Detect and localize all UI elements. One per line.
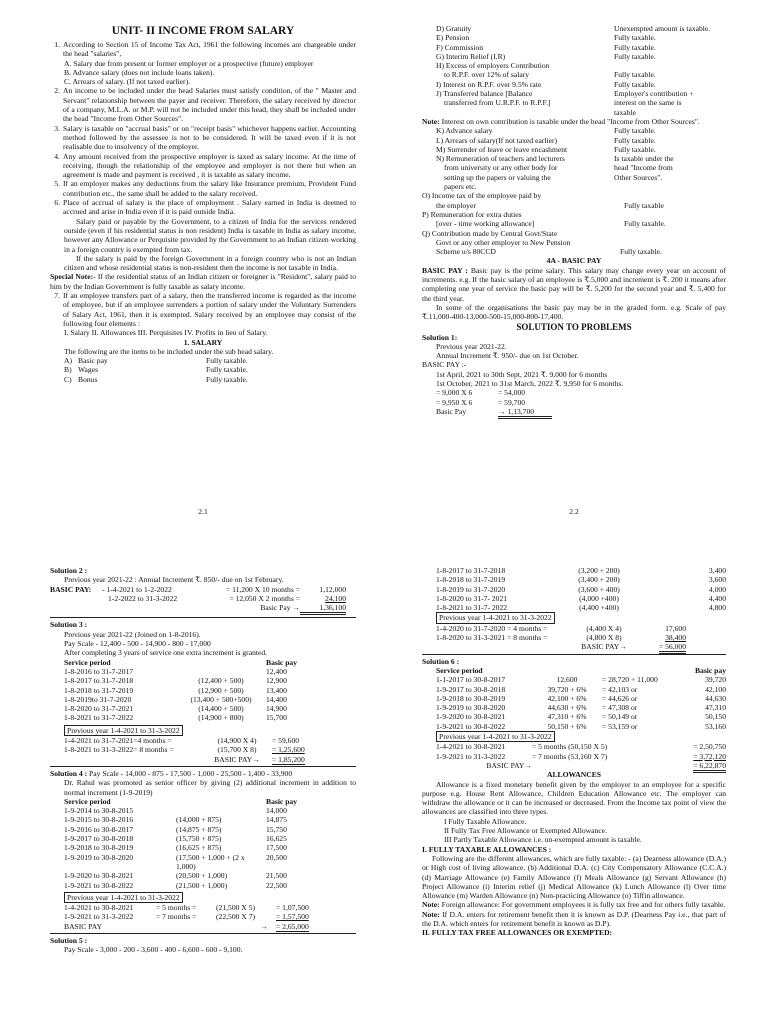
- table-cell: 12,600: [556, 675, 578, 685]
- item-value: Fully taxable.: [614, 42, 656, 52]
- item-label: Wages: [78, 365, 99, 375]
- item-key: K): [436, 126, 445, 136]
- item-key: G): [436, 51, 445, 61]
- list-item: O) Income tax of the employee paid by: [422, 191, 542, 201]
- list-item: P) Remuneration for extra duties: [422, 209, 522, 219]
- solution-line: Pay Scale - 3,000 - 200 - 3,600 - 400 - 6,600 - 600 - 9,100.: [64, 945, 243, 955]
- special-note: Special Note:- If the residential status of an Indian citizen or foreigner is "Resident", salary paid to him by the Indian Government is fully taxable as salary income.: [50, 272, 356, 291]
- table-cell: 42,100 + 6%: [547, 693, 587, 703]
- table-cell: 1-8-2021 to 31-7- 2022: [436, 603, 508, 613]
- table-cell: (13,400 + 500+500): [190, 694, 252, 704]
- unit-title: UNIT- II INCOME FROM SALARY: [111, 25, 295, 37]
- item-label-wrap: [422, 145, 614, 154]
- page-2-3: [50, 566, 356, 1024]
- item-label: Surrender of leave or leave encashment: [447, 144, 568, 154]
- table-cell: 1-9-2018 to 30-8-2019: [436, 693, 506, 703]
- paragraph: The following are the items to be included under the sub head salary.: [64, 346, 274, 356]
- list-item: III Partly Taxable Allowance i.e. un-exempted amount is taxable.: [444, 835, 642, 845]
- service-table: Service period Basic pay 1-1-2017 to 30-8-2017 12,600 = 28,720 + 11,000 39,720 1-9-2017 to 30-8-2018 39,720 + 6% = 42,103 or 42,100 1-9-2018 to 30-8-2019 42,100 + 6% = 44,626 or 44,630 1-9-2019 to 30-8-2020 44,630 + 6% = 47,308 or 47,310 1-9-2020 to 30-8-2021 47,310 + 6% = 50,149 or 50,150 1-9-2021 to 30-8-2022 50,150 + 6% = 53,159 or 53,160: [436, 665, 726, 731]
- calc-table: = 9,000 X 6 = 54,000 = 9,950 X 6 = 59,700 Basic Pay → 1,13,700: [422, 388, 726, 419]
- item-label: Commission: [444, 42, 484, 52]
- salary-items-list: [422, 126, 726, 154]
- table-cell: 1-8-2019to 31-7-2020: [64, 694, 132, 704]
- solution-label: Solution 5 :: [50, 935, 88, 945]
- item-label-wrap: [422, 24, 614, 33]
- solution-line: Previous year 2021-22.: [436, 341, 507, 351]
- solution-line: Pay Scale - 12,400 - 500 - 14,900 - 800 - 17,000: [64, 639, 211, 649]
- table-cell: [176, 667, 266, 676]
- list-subitem: B. Advance salary (does not include loans taken).: [64, 67, 215, 77]
- solution-label: Solution 2 :: [50, 566, 88, 575]
- table-cell: 39,720 + 6%: [547, 684, 587, 694]
- list-item: Q) Contribution made by Central Govt/State: [422, 228, 558, 238]
- list-subitem: C. Arrears of salary. (If not taxed earlier).: [64, 77, 191, 87]
- table-cell: 1-9-2019 to 30-8-2020: [436, 703, 506, 713]
- solution-line: Dr. Rahul was promoted as senior officer by giving (2) additional increment in addition to normal increment (1-9-2019): [64, 778, 356, 797]
- solution-line: 1st October, 2021 to 31st March, 2022 ₹. 9,950 for 6 months.: [436, 378, 624, 388]
- item-label-wrap: [422, 126, 614, 135]
- page-2-4: [422, 566, 726, 1024]
- table-cell: 1-9-2020 to 30-8-2021: [436, 712, 506, 722]
- calc-table: 1-4-2021 to 30-8-2021 = 5 months = (21,500 X 5) = 1,07,500 1-9-2021 to 31-3-2022 = 7 months = (22,500 X 7) = 1,57,500 BASIC PAY → = 2,65,000: [50, 903, 356, 931]
- calc-table: 1-4-2021 to 30-8-2021 = 5 months (50,150 X 5) = 2,50,750 1-9-2021 to 31-3-2022 = 7 months (53,160 X 7) = 3,72,120 BASIC PAY→ = 6,22,870: [422, 742, 726, 770]
- paragraph: If the salary is paid by the foreign Government in a foreign country who is not an Indian citizen and whose residential status is non-resident then the income is not taxable in India.: [64, 253, 356, 273]
- paragraph: Salary paid or payable by the Government, to a citizen of India for the services rendered outside (even if his residential status is non resident) India is taxable in India as salary income, however any Allowance or Perquisite provided by the Government to an Indian citizen working in a foreign country is exempted from tax.: [64, 216, 356, 254]
- calc-table: BASIC PAY: - 1-4-2021 to 1-2-2022 = 11,200 X 10 months = 1,12,000 1-2-2022 to 31-3-2022 = 12,050 X 2 months = 24,100 Basic Pay → 1,36,100: [50, 585, 356, 616]
- solution-line: Previous year 2021-22 : Annual Increment ₹. 850/- due on 1st February.: [64, 575, 284, 585]
- table-cell: 1-8-2018 to 31-7-2019: [436, 575, 506, 585]
- table-cell: (3,200 + 200): [578, 566, 620, 575]
- list-item: [50, 375, 356, 384]
- item-label-wrap: [422, 136, 614, 145]
- solution-label: Solution 6 :: [422, 656, 460, 666]
- table-cell: (21,500 + 1,000): [176, 880, 228, 890]
- calc-table: 1-4-2020 to 31-7-2020 = 4 months = (4,400 X 4) 17,600 1-8-2020 to 31-3-2021 = 8 months = (4,800 X 8) 38,400 BASIC PAY→ = 56,000: [422, 624, 726, 652]
- table-cell: 1-9-2017 to 30-8-2018: [436, 684, 506, 694]
- list-item: N) Remuneration of teachers and lecturers Is taxable under the: [436, 154, 674, 164]
- table-cell: 1-8-2017 to 31-7-2018: [436, 566, 506, 575]
- table-cell: 17,500: [266, 843, 287, 853]
- solution-label: Solution 1:: [422, 332, 458, 342]
- table-cell: = 44,626 or: [602, 693, 638, 703]
- table-cell: 4,400: [708, 593, 726, 603]
- table-cell: 1-9-2017 to 30-8-2018: [64, 834, 134, 844]
- page-2-1: [50, 24, 356, 520]
- note: Note: Foreign allowance: For government employees it is fully tax free and for others fully taxable.: [422, 900, 726, 910]
- service-table: Service period Basic pay 1-8-2016 to 31-7-2017 12,400 1-8-2017 to 31-7-2018 (12,400 + 500) 12,900 1-8-2018 to 31-7-2019 (12,900 + 500) 13,400 1-8-2019to 31-7-2020 (13,400 + 500+500) 14,400 1-8-2020 to 31-7-2021 (14,400 + 500) 14,900 1-8-2021 to 31-7-2022 (14,900 + 800) 15,700: [50, 658, 356, 723]
- solution-line: BASIC PAY :-: [422, 360, 467, 370]
- solution-label: Solution 3 :: [50, 620, 88, 630]
- list-item: papers etc.: [444, 182, 477, 192]
- solution-line: 1st April, 2021 to 30th Sept, 2021 ₹. 9,000 for 6 months: [436, 369, 608, 379]
- paragraph: In some of the organisations the basic pay may be in the graded form. e.g. Scale of pay ₹.11,000-400-13,000-500-15,000-800-17,400.: [422, 302, 726, 322]
- list-item: I) Interest on R.P.F. over 9.5% rate Fully taxable.: [436, 79, 656, 89]
- table-cell: 15,750: [266, 824, 287, 834]
- table-cell: (14,900 + 800): [198, 713, 244, 723]
- table-cell: 1-9-2015 to 30-8-2016: [64, 815, 134, 825]
- period-box: Previous year 1-4-2021 to 31-3-2022: [64, 892, 183, 903]
- salary-items-list: [50, 356, 356, 384]
- allowance-types-list: [422, 817, 726, 845]
- table-cell: 1-9-2014 to 30-8-2015: [64, 806, 134, 816]
- list-item: [422, 43, 726, 52]
- item-key: B): [64, 365, 72, 375]
- paragraph: BASIC PAY : Basic pay is the prime salary. This salary may change every year on account of increments. e.g. If the basic salary of an employee is ₹.5,000 and increment is ₹. 200 it means after completing one year of service the basic pay will be ₹. 5,200 for the second year and ₹. 5,400 for the third year.: [422, 265, 726, 303]
- item-key: M): [436, 144, 446, 154]
- paragraph: Following are the different allowances, which are fully taxable: - (a) Dearness allowance (D.A.) or High cost of living allowance. (b) Additional D.A. (c) City Compensatory Allowance (C.C.A.) (d) Marriage Allowance (e) Family Allowance (f) Meals Allowance (g) Servant Allowance (h) Project Allowance (i) Interim relief (j) Medical Allowance (k) Lunch Allowance (l) Over time Allowance (m) Warden Allowance (n) Non-practicing Allowance (o) Tiffin allowance.: [422, 853, 726, 901]
- list-item: setting up the papers or valuing the Other Sources".: [444, 172, 663, 182]
- table-cell: 12,400: [266, 666, 287, 676]
- table-cell: 14,900: [266, 704, 287, 714]
- table-cell: (20,500 + 1,000): [176, 871, 228, 881]
- table-cell: 20,500: [266, 852, 287, 862]
- salary-items-list: [422, 24, 726, 61]
- period-box: Previous year 1-4-2021 to 31-3-2022: [64, 725, 183, 736]
- list-item: H) Excess of employers Contribution: [436, 61, 550, 71]
- list-item: 6. Place of accrual of salary is the place of employment . Salary earned in India is deemed to accrued and arise in India even if it is paid outside India.: [54, 198, 356, 217]
- section-heading: ALLOWANCES: [546, 770, 601, 780]
- table-cell: = 53,159 or: [602, 721, 638, 731]
- item-label-wrap: [422, 33, 614, 42]
- section-heading: II. FULLY TAX FREE ALLOWANCES OR EXEMPTED:: [422, 928, 613, 938]
- list-item: Govt or any other employer to New Pension: [436, 237, 571, 247]
- solution-line: After completing 3 years of service one extra increment is granted.: [64, 648, 268, 658]
- service-table: Service period Basic pay 1-9-2014 to 30-8-2015 14,000 1-9-2015 to 30-8-2016 (14,000 + 875) 14,875 1-9-2016 to 30-8-2017 (14,875 + 875) 15,750 1-9-2017 to 30-8-2018 (15,750 + 875) 16,625 1-9-2018 to 30-8-2019 (16,625 + 875) 17,500 1-9-2019 to 30-8-2020 (17,500 + 1,000 + (2 x 1,000) 20,500 1-9-2020 to 30-8-2021 (20,500 + 1,000) 21,500 1-9-2021 to 30-8-2022 (21,500 + 1,000) 22,500: [50, 797, 356, 890]
- list-item: 4. Any amount received from the prospective employer is taxed as salary income. At the time of receiving, though the relationship of the employee and employer is not there but when an agreement is made and payment is received , it is taxable as salary income.: [54, 151, 356, 180]
- item-value: Unexempted amount is taxable.: [614, 24, 711, 33]
- item-key: C): [64, 374, 72, 384]
- table-cell: 4,000: [708, 584, 726, 594]
- item-label: Gratuity: [445, 24, 472, 33]
- item-label: Advance salary: [445, 126, 493, 136]
- list-item: to R.P.F. over 12% of salary Fully taxable.: [444, 70, 656, 80]
- section-heading: SOLUTION TO PROBLEMS: [516, 321, 632, 332]
- list-item: Scheme u/s 80CCD Fully taxable.: [436, 247, 662, 257]
- item-value: Fully taxable.: [614, 33, 656, 43]
- table-cell: 14,875: [266, 815, 287, 825]
- section-heading: 1. SALARY: [183, 337, 223, 347]
- list-item: I Fully Taxable Allowance.: [444, 816, 527, 826]
- table-cell: (12,900 + 500): [198, 685, 244, 695]
- table-cell: 1-8-2021 to 31-7-2022: [64, 713, 134, 723]
- salary-elements: I. Salary II. Allowances III. Perquisites IV. Profits in lieu of Salary.: [64, 328, 268, 338]
- period-box: Previous year 1-4-2021 to 31-3-2022: [436, 731, 555, 742]
- item-label: Arrears of salary(If not taxed earlier): [444, 135, 558, 145]
- list-item: from university or any other body for head "Income from: [444, 163, 673, 173]
- item-label: Bonus: [78, 374, 98, 384]
- table-cell: = 50,149 or: [602, 712, 638, 722]
- table-cell: 1-1-2017 to 30-8-2017: [436, 675, 506, 685]
- list-item: [422, 52, 726, 61]
- item-key: F): [436, 42, 443, 52]
- list-item: 2. An income to be included under the head Salaries must satisfy condition, of the " Master and Servant" relationship between the payer and receiver. Therefore, the salary received by director of a company, M.L.A. or M.P. will not be included under this head, they shall be included under the head "Income from Other Sources".: [54, 86, 356, 124]
- item-label: Pension: [445, 33, 470, 43]
- service-table: [422, 566, 726, 612]
- list-item: 7. If an employee transfers part of a salary, then the transferred income is regarded as the income of employee, but if an employee surrenders a portion of salary under the Voluntary Surrenders of Salary Act, 1961, then it is exempted. Salary received by an employee may consist of the following four elements :: [54, 291, 356, 328]
- list-item: [422, 145, 726, 154]
- table-cell: 50,150: [705, 712, 726, 722]
- item-label: Basic pay: [78, 356, 108, 366]
- list-item: [50, 356, 356, 365]
- table-cell: 47,310: [705, 703, 726, 713]
- table-cell: 14,000: [266, 806, 287, 816]
- item-value: Fully taxable.: [614, 51, 656, 61]
- table-cell: (4,400 +400): [579, 603, 619, 613]
- table-cell: 3,400: [708, 566, 726, 575]
- table-cell: (14,000 + 875): [176, 815, 222, 825]
- table-cell: (3,600 + 400): [578, 584, 620, 594]
- table-cell: 14,400: [266, 694, 287, 704]
- item-label-wrap: [422, 52, 614, 61]
- section-heading: 4A - BASIC PAY: [546, 256, 602, 266]
- item-value: Fully taxable.: [614, 135, 656, 145]
- item-value: Fully taxable.: [614, 126, 656, 136]
- table-cell: 12,900: [266, 676, 287, 686]
- item-key: D): [436, 24, 445, 33]
- table-cell: = 28,720 + 11,000: [602, 675, 658, 685]
- table-cell: (12,400 + 500): [198, 676, 244, 686]
- list-item: [422, 24, 726, 33]
- list-item: the employer Fully taxable: [436, 200, 664, 210]
- list-item: [over - time working allowance] Fully taxable.: [436, 219, 666, 229]
- list-item: J) Transferred balance [Balance Employer's contribution +: [436, 89, 694, 99]
- page-2-2: [422, 24, 726, 520]
- list-item: [422, 33, 726, 42]
- list-item: [50, 365, 356, 374]
- item-label: Interim Relief (I.R): [445, 51, 506, 61]
- item-value: Fully taxable.: [206, 365, 248, 375]
- calc-table: 1-4-2021 to 31-7-2021=4 months = (14,900 X 4) = 59,600 1-8-2021 to 31-3-2022= 8 months = (15,700 X 8) = 1,25,600 BASIC PAY→ = 1,85,200: [50, 736, 356, 764]
- period-box: Previous year 1-4-2021 to 31-3-2022: [436, 612, 555, 623]
- table-cell: 13,400: [266, 685, 287, 695]
- table-cell: 44,630 + 6%: [547, 703, 587, 713]
- item-value: Fully taxable.: [206, 374, 248, 384]
- item-label-wrap: [422, 43, 614, 52]
- table-cell: (14,400 + 500): [198, 704, 244, 714]
- page-number: 2.1: [198, 506, 208, 516]
- table-cell: 1-9-2021 to 30-8-2022: [64, 880, 134, 890]
- solution-line: Previous year 2021-22 (Joined on 1-8-2016).: [64, 629, 201, 639]
- table-cell: (3,400 + 200): [578, 575, 620, 585]
- table-cell: 39,720: [705, 675, 726, 685]
- list-item: taxable: [614, 107, 636, 117]
- table-cell: 1-9-2020 to 30-8-2021: [64, 871, 134, 881]
- table-cell: 44,630: [705, 693, 726, 703]
- table-cell: 47,310 + 6%: [547, 712, 587, 722]
- table-cell: 1-9-2021 to 30-8-2022: [436, 721, 506, 731]
- list-item: II Fully Tax Free Allowance or Exempted Allowance.: [444, 826, 607, 836]
- solution-line: Annual Increment ₹. 950/- due on 1st October.: [436, 351, 579, 361]
- table-cell: 53,160: [705, 721, 726, 731]
- table-cell: 1-8-2020 to 31-7- 2021: [436, 593, 508, 603]
- table-cell: 42,100: [705, 684, 726, 694]
- table-cell: (15,750 + 875): [176, 834, 222, 844]
- paragraph: Allowance is a fixed monetary benefit given by the employer to an employee for a specific purpose e.g. House Rent Allowance, Children Education Allowance etc. The employer can withdraw the allowance or it can be increased or decreased. From the Income tax point of view the allowances are classified into three types.: [422, 779, 726, 817]
- table-cell: 15,700: [266, 713, 287, 723]
- table-cell: 1-8-2018 to 31-7-2019: [64, 685, 134, 695]
- table-cell: 3,600: [708, 575, 726, 585]
- list-item: 5. If an employer makes any deductions from the salary like Insurance premium, Provident Fund contribution etc., the same shall be added to the salary received.: [54, 179, 356, 198]
- item-value: Fully taxable.: [614, 144, 656, 154]
- table-cell: [176, 806, 266, 815]
- item-value: Fully taxable.: [206, 356, 248, 366]
- table-cell: 1-8-2017 to 31-7-2018: [64, 676, 134, 686]
- table-cell: = 47,308 or: [602, 703, 638, 713]
- list-item: 1. According to Section 15 of Income Tax Act, 1961 the following incomes are chargeable under the head "salaries",: [54, 40, 356, 59]
- table-cell: 1-9-2018 to 30-8-2019: [64, 843, 134, 853]
- list-item: transferred from U.R.P.F. to R.P.F.] interest on the same is: [444, 98, 682, 108]
- section-heading: I. FULLY TAXABLE ALLOWANCES :: [422, 844, 552, 854]
- table-cell: 1-9-2019 to 30-8-2020: [64, 852, 134, 862]
- table-cell: (14,875 + 875): [176, 824, 222, 834]
- solution-heading: Solution 4 : Pay Scale - 14,000 - 875 - 17,500 - 1,000 - 25,500 - 1,400 - 33,900: [50, 768, 293, 778]
- table-cell: (4,000 +400): [579, 593, 619, 603]
- table-cell: 1-8-2016 to 31-7-2017: [64, 666, 134, 676]
- table-cell: 4,800: [708, 603, 726, 613]
- table-cell: 1-8-2019 to 31-7-2020: [436, 584, 506, 594]
- list-subitem: A. Salary due from present or former employer or a prospective (future) employer: [64, 58, 314, 68]
- table-cell: 21,500: [266, 871, 287, 881]
- page-number: 2.2: [569, 506, 579, 516]
- item-key: E): [436, 33, 444, 43]
- table-cell: 16,625: [266, 834, 287, 844]
- table-cell: = 42,103 or: [602, 684, 638, 694]
- list-item: [422, 126, 726, 135]
- table-cell: 50,150 + 6%: [547, 721, 587, 731]
- table-cell: 1-8-2020 to 31-7-2021: [64, 704, 134, 714]
- table-cell: 1-9-2016 to 30-8-2017: [64, 824, 134, 834]
- item-key: A): [64, 356, 73, 366]
- list-item: 3. Salary is taxable on "accrual basis" or on "receipt basis" whichever happens earlier. Accounting method followed by the assessee is not to be considered. It will be taxed even if it is not realisable due to insolvency of the employer.: [54, 123, 356, 152]
- table-cell: (16,625 + 875): [176, 843, 222, 853]
- note: Note: Interest on own contribution is taxable under the head "Income from Other Sources".: [422, 116, 700, 126]
- table-cell: (17,500 + 1,000 + (2 x 1,000): [176, 852, 245, 871]
- list-item: [422, 136, 726, 145]
- note: Note: If D.A. enters for retirement benefit then it is known as D.P. (Dearness Pay i.e., that part of the D.A. which enters for retirement benefit is known as D.P).: [422, 909, 726, 928]
- item-key: L): [436, 135, 444, 145]
- table-cell: 22,500: [266, 880, 287, 890]
